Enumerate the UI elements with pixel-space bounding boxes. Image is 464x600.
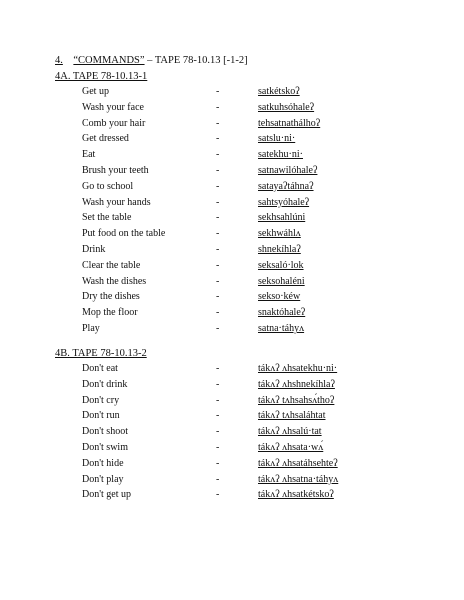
native-phrase: seksohaléni bbox=[258, 275, 305, 287]
native-phrase: tákʌʔ ʌhsata·wʌ́ bbox=[258, 442, 324, 453]
list-item bbox=[0, 458, 464, 472]
list-item bbox=[0, 244, 464, 258]
english-phrase: Don't hide bbox=[82, 457, 124, 469]
page-title bbox=[55, 55, 248, 66]
separator-dash: - bbox=[216, 291, 220, 303]
english-phrase: Don't swim bbox=[82, 442, 128, 453]
list-item bbox=[0, 102, 464, 116]
english-phrase: Dry the dishes bbox=[82, 291, 140, 303]
title-number: 4. bbox=[55, 55, 63, 66]
list-item bbox=[0, 260, 464, 274]
separator-dash: - bbox=[216, 363, 220, 374]
english-phrase: Brush your teeth bbox=[82, 165, 149, 176]
native-phrase: sekhwáhlʌ bbox=[258, 228, 301, 240]
separator-dash: - bbox=[216, 86, 220, 97]
separator-dash: - bbox=[216, 275, 220, 287]
english-phrase: Drink bbox=[82, 244, 106, 255]
english-phrase: Play bbox=[82, 323, 100, 334]
list-item bbox=[0, 276, 464, 290]
list-item bbox=[0, 291, 464, 305]
native-phrase: tákʌʔ ʌhsatekhu·ni· bbox=[258, 363, 338, 374]
list-item bbox=[0, 197, 464, 211]
separator-dash: - bbox=[216, 489, 220, 501]
native-phrase: satekhu·ni· bbox=[258, 149, 303, 161]
native-phrase: sahtsyóhaleʔ bbox=[258, 196, 310, 208]
english-phrase: Don't play bbox=[82, 473, 124, 485]
native-phrase: satslu·ni· bbox=[258, 133, 296, 145]
list-item bbox=[0, 165, 464, 179]
english-phrase: Wash your hands bbox=[82, 196, 151, 208]
english-phrase: Don't run bbox=[82, 410, 120, 422]
english-phrase: Set the table bbox=[82, 212, 132, 224]
english-phrase: Don't drink bbox=[82, 378, 128, 390]
list-item bbox=[0, 442, 464, 456]
section-a-heading: 4A. TAPE 78-10.13-1 bbox=[55, 71, 148, 82]
title-spacer bbox=[66, 55, 71, 66]
english-phrase: Comb your hair bbox=[82, 117, 146, 129]
english-phrase: Wash your face bbox=[82, 101, 144, 113]
native-phrase: sekhsahlúni bbox=[258, 212, 306, 224]
native-phrase: seksaló·lok bbox=[258, 259, 304, 271]
section-b-heading: 4B. TAPE 78-10.13-2 bbox=[55, 348, 147, 359]
native-phrase: tákʌʔ ʌhsatna·táhyʌ bbox=[258, 473, 339, 485]
native-phrase: tákʌʔ ʌhsalú·tat bbox=[258, 426, 322, 438]
native-phrase: satayaʔtáhnaʔ bbox=[258, 180, 314, 192]
separator-dash: - bbox=[216, 244, 220, 255]
list-item bbox=[0, 323, 464, 337]
list-item bbox=[0, 307, 464, 321]
english-phrase: Don't shoot bbox=[82, 426, 128, 438]
separator-dash: - bbox=[216, 307, 220, 319]
list-item bbox=[0, 410, 464, 424]
native-phrase: satna·táhyʌ bbox=[258, 323, 305, 334]
english-phrase: Clear the table bbox=[82, 259, 141, 271]
list-item bbox=[0, 363, 464, 377]
native-phrase: tákʌʔ tʌhsahsʌ́thoʔ bbox=[258, 394, 335, 406]
english-phrase: Don't get up bbox=[82, 489, 132, 501]
list-item bbox=[0, 149, 464, 163]
separator-dash: - bbox=[216, 133, 220, 145]
separator-dash: - bbox=[216, 212, 220, 224]
native-phrase: snaktóhaleʔ bbox=[258, 307, 306, 319]
native-phrase: tákʌʔ ʌhshnekíhlaʔ bbox=[258, 378, 335, 390]
list-item bbox=[0, 379, 464, 393]
list-item bbox=[0, 86, 464, 100]
title-name: “COMMANDS” bbox=[73, 55, 145, 66]
separator-dash: - bbox=[216, 394, 220, 406]
separator-dash: - bbox=[216, 473, 220, 485]
english-phrase: Don't cry bbox=[82, 394, 120, 406]
english-phrase: Get up bbox=[82, 86, 109, 97]
native-phrase: tákʌʔ ʌhsatáhsehteʔ bbox=[258, 457, 338, 469]
native-phrase: satkuhsóhaleʔ bbox=[258, 101, 315, 113]
separator-dash: - bbox=[216, 180, 220, 192]
list-item bbox=[0, 133, 464, 147]
separator-dash: - bbox=[216, 457, 220, 469]
english-phrase: Eat bbox=[82, 149, 96, 161]
list-item bbox=[0, 474, 464, 488]
english-phrase: Go to school bbox=[82, 180, 134, 192]
separator-dash: - bbox=[216, 228, 220, 240]
native-phrase: tákʌʔ tʌhsaláhtat bbox=[258, 410, 326, 422]
native-phrase: shnekíhlaʔ bbox=[258, 244, 301, 255]
separator-dash: - bbox=[216, 426, 220, 438]
list-item bbox=[0, 118, 464, 132]
separator-dash: - bbox=[216, 117, 220, 129]
list-item bbox=[0, 181, 464, 195]
list-item bbox=[0, 395, 464, 409]
english-phrase: Get dressed bbox=[82, 133, 129, 145]
list-item bbox=[0, 489, 464, 503]
english-phrase: Mop the floor bbox=[82, 307, 138, 319]
list-item bbox=[0, 228, 464, 242]
list-item bbox=[0, 212, 464, 226]
separator-dash: - bbox=[216, 442, 220, 453]
separator-dash: - bbox=[216, 378, 220, 390]
native-phrase: tákʌʔ ʌhsatkétskoʔ bbox=[258, 489, 334, 501]
title-rest: – TAPE 78-10.13 [-1-2] bbox=[147, 55, 248, 66]
english-phrase: Don't eat bbox=[82, 363, 118, 374]
separator-dash: - bbox=[216, 410, 220, 422]
separator-dash: - bbox=[216, 165, 220, 176]
native-phrase: tehsatnathálhoʔ bbox=[258, 117, 321, 129]
english-phrase: Wash the dishes bbox=[82, 275, 147, 287]
english-phrase: Put food on the table bbox=[82, 228, 166, 240]
native-phrase: satkétskoʔ bbox=[258, 86, 300, 97]
separator-dash: - bbox=[216, 323, 220, 334]
separator-dash: - bbox=[216, 149, 220, 161]
separator-dash: - bbox=[216, 259, 220, 271]
native-phrase: satnawilóhaleʔ bbox=[258, 165, 318, 176]
native-phrase: sekso·kéw bbox=[258, 291, 301, 303]
separator-dash: - bbox=[216, 101, 220, 113]
separator-dash: - bbox=[216, 196, 220, 208]
list-item bbox=[0, 426, 464, 440]
